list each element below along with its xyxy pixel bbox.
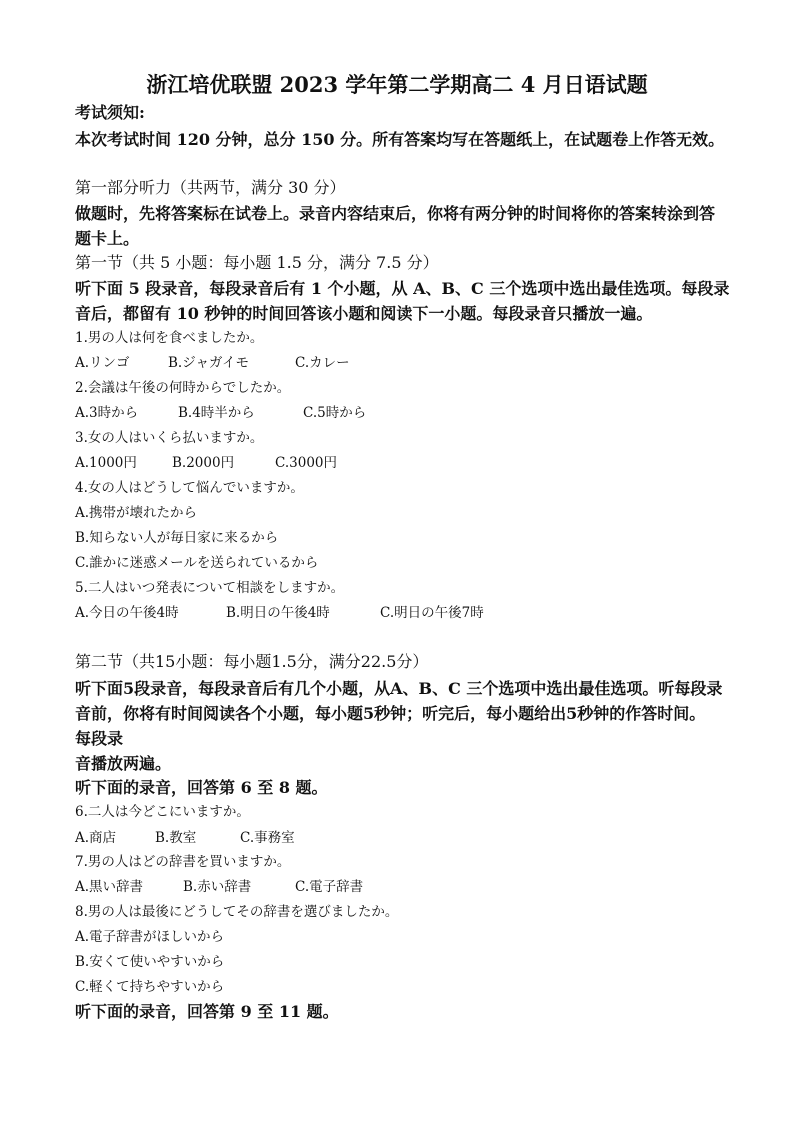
option-a: A.リンゴ xyxy=(75,355,130,371)
option-c: C.明日の午後7時 xyxy=(380,605,484,621)
notice-text: 本次考试时间 120 分钟，总分 150 分。所有答案均写在答题纸上，在试题卷上作答无效。 xyxy=(75,130,725,149)
option-a: A.今日の午後4時 xyxy=(75,605,179,621)
section2-instruction-line: 听下面5段录音，每段录音后有几个小题，从A、B、C 三个选项中选出最佳选项。听每段录 xyxy=(75,679,723,698)
option-c: C.誰かに迷惑メールを送られているから xyxy=(75,555,319,571)
option-a: A.電子辞書がほしいから xyxy=(75,929,225,945)
option-b: B.明日の午後4時 xyxy=(226,605,330,621)
question-stem: 2.会議は午後の何時からでしたか。 xyxy=(75,380,291,396)
option-b: B.ジャガイモ xyxy=(168,355,250,371)
option-row xyxy=(75,603,715,623)
option-c: C.カレー xyxy=(295,355,350,371)
part1-heading: 第一部分听力（共两节，满分 30 分） xyxy=(75,178,346,197)
option-b: B.2000円 xyxy=(172,455,235,471)
section1-instruction-line: 听下面 5 段录音，每段录音后有 1 个小题，从 A、B、C 三个选项中选出最佳选项。每段录 xyxy=(75,279,730,298)
option-c: C.3000円 xyxy=(275,455,337,471)
question-stem: 6.二人は今どこにいますか。 xyxy=(75,804,250,820)
section2-heading: 第二节（共15小题：每小题1.5分，满分22.5分） xyxy=(75,652,429,671)
option-b: B.知らない人が毎日家に来るから xyxy=(75,530,279,546)
option-row xyxy=(75,403,715,423)
option-b: B.赤い辞書 xyxy=(183,879,252,895)
option-b: B.教室 xyxy=(155,830,197,846)
option-row xyxy=(75,353,715,373)
question-stem: 5.二人はいつ発表について相談をしますか。 xyxy=(75,580,345,596)
section1-instruction-line: 音后，都留有 10 秒钟的时间回答该小题和阅读下一小题。每段录音只播放一遍。 xyxy=(75,304,653,323)
option-c: C.軽くて持ちやすいから xyxy=(75,979,225,995)
section2-instruction-line: 音播放两遍。 xyxy=(75,754,172,773)
option-a: A.携帯が壊れたから xyxy=(75,505,198,521)
exam-title: 浙江培优联盟 2023 学年第二学期高二 4 月日语试题 xyxy=(146,72,648,97)
section1-heading: 第一节（共 5 小题：每小题 1.5 分，满分 7.5 分） xyxy=(75,253,439,272)
option-c: C.電子辞書 xyxy=(295,879,364,895)
question-stem: 3.女の人はいくら払いますか。 xyxy=(75,430,264,446)
option-a: A.商店 xyxy=(75,830,117,846)
option-a: A.黒い辞書 xyxy=(75,879,144,895)
option-b: B.4時半から xyxy=(178,405,255,421)
option-a: A.3時から xyxy=(75,405,139,421)
option-a: A.1000円 xyxy=(75,455,137,471)
part1-instruction-line: 题卡上。 xyxy=(75,229,140,248)
question-stem: 7.男の人はどの辞書を買いますか。 xyxy=(75,854,291,870)
option-c: C.5時から xyxy=(303,405,367,421)
group-prompt: 听下面的录音，回答第 9 至 11 题。 xyxy=(75,1002,339,1021)
section2-instruction-line: 音前，你将有时间阅读各个小题，每小题5秒钟；听完后，每小题给出5秒钟的作答时间。 xyxy=(75,704,706,723)
question-stem: 8.男の人は最後にどうしてその辞書を選びましたか。 xyxy=(75,904,399,920)
question-stem: 1.男の人は何を食べましたか。 xyxy=(75,330,264,346)
section2-instruction-line: 每段录 xyxy=(75,729,124,748)
group-prompt: 听下面的录音，回答第 6 至 8 题。 xyxy=(75,778,328,797)
option-row xyxy=(75,453,715,473)
option-row xyxy=(75,877,715,897)
question-stem: 4.女の人はどうして悩んでいますか。 xyxy=(75,480,304,496)
option-row xyxy=(75,828,715,848)
option-c: C.事務室 xyxy=(240,830,295,846)
notice-heading: 考试须知: xyxy=(75,103,145,122)
option-b: B.安くて使いやすいから xyxy=(75,954,225,970)
part1-instruction-line: 做题时，先将答案标在试卷上。录音内容结束后，你将有两分钟的时间将你的答案转涂到答 xyxy=(75,204,716,223)
